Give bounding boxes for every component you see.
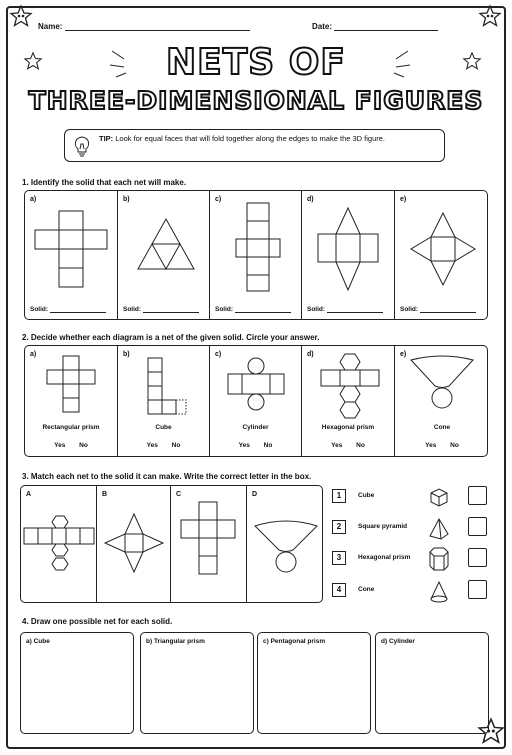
question-1-title: 1. Identify the solid that each net will make. [22, 178, 187, 187]
yes-no-choice[interactable]: Yes No [331, 442, 365, 449]
draw-box-cylinder[interactable]: d) Cylinder [375, 632, 489, 734]
question-3-title: 3. Match each net to the solid it can make. Write the correct letter in the box. [22, 472, 312, 481]
hexagonal-prism-icon [428, 546, 450, 572]
q3-net-b: B [97, 486, 171, 602]
match-item-square-pyramid: 2 Square pyramid [332, 517, 502, 539]
solid-answer-line[interactable]: Solid: [307, 306, 383, 313]
square-pyramid-icon [428, 517, 450, 541]
star-icon [479, 5, 501, 27]
match-item-cube: 1 Cube [332, 486, 502, 508]
question-4-title: 4. Draw one possible net for each solid. [22, 617, 173, 626]
tip-box: TIP: Look for equal faces that will fold together along the edges to make the 3D figure. [64, 129, 445, 162]
draw-box-pentagonal-prism[interactable]: c) Pentagonal prism [257, 632, 371, 734]
solid-answer-line[interactable]: Solid: [123, 306, 199, 313]
q2-item-e: e) Cone Yes No [395, 346, 489, 456]
yes-no-choice[interactable]: Yes No [425, 442, 459, 449]
q2-item-d: d) Hexagonal prism Yes No [302, 346, 395, 456]
yes-no-choice[interactable]: Yes No [146, 442, 181, 449]
star-icon [10, 5, 32, 27]
net-rectangular-prism-figure [45, 354, 105, 420]
question-1-box [24, 190, 488, 320]
cube-icon [428, 486, 450, 508]
net-cylinder-figure [222, 356, 292, 418]
q3-net-a: A [21, 486, 97, 602]
date-field[interactable]: Date: [312, 22, 438, 31]
answer-box[interactable] [468, 548, 487, 567]
net-square-pyramid-figure [103, 512, 165, 574]
question-2-box [24, 345, 488, 457]
answer-box[interactable] [468, 486, 487, 505]
net-cone-figure [251, 508, 321, 578]
net-hexagonal-prism-figure [318, 352, 384, 420]
yes-no-choice[interactable]: Yes No [54, 442, 88, 449]
q2-item-c: c) Cylinder Yes No [210, 346, 302, 456]
net-triangle-figure [136, 217, 196, 273]
lightbulb-icon [73, 135, 91, 157]
net-cube-figure [179, 500, 239, 580]
q1-item-a: a) Solid: [25, 191, 118, 319]
net-column-figure [234, 201, 284, 293]
q3-net-c: C [171, 486, 247, 602]
page-title: NETS OF [166, 42, 346, 83]
net-hexagonal-prism-figure [23, 514, 95, 574]
net-cross-figure [35, 209, 110, 289]
q1-item-c: c) Solid: [210, 191, 302, 319]
q2-item-a: a) Rectangular prism Yes No [25, 346, 118, 456]
net-cone-figure [407, 352, 477, 418]
cone-icon [428, 580, 450, 604]
name-field[interactable]: Name: [38, 22, 250, 31]
draw-box-cube[interactable]: a) Cube [20, 632, 134, 734]
solid-answer-line[interactable]: Solid: [30, 306, 106, 313]
net-cube-figure [146, 356, 196, 416]
q1-item-e: e) Solid: [395, 191, 489, 319]
draw-box-triangular-prism[interactable]: b) Triangular prism [140, 632, 254, 734]
question-3-nets-box [20, 485, 323, 603]
q2-item-b: b) Cube Yes No [118, 346, 210, 456]
match-item-hexagonal-prism: 3 Hexagonal prism [332, 548, 502, 570]
net-prism-figure [314, 206, 384, 292]
answer-box[interactable] [468, 580, 487, 599]
solid-answer-line[interactable]: Solid: [400, 306, 476, 313]
q3-net-d: D [247, 486, 324, 602]
question-2-title: 2. Decide whether each diagram is a net of the given solid. Circle your answer. [22, 333, 320, 342]
q1-item-b: b) Solid: [118, 191, 210, 319]
yes-no-choice[interactable]: Yes No [238, 442, 273, 449]
q1-item-d: d) Solid: [302, 191, 395, 319]
match-item-cone: 4 Cone [332, 580, 502, 602]
page-subtitle: THREE-DIMENSIONAL FIGURES [28, 86, 484, 115]
answer-box[interactable] [468, 517, 487, 536]
solid-answer-line[interactable]: Solid: [215, 306, 291, 313]
net-pyramid-figure [409, 209, 479, 289]
